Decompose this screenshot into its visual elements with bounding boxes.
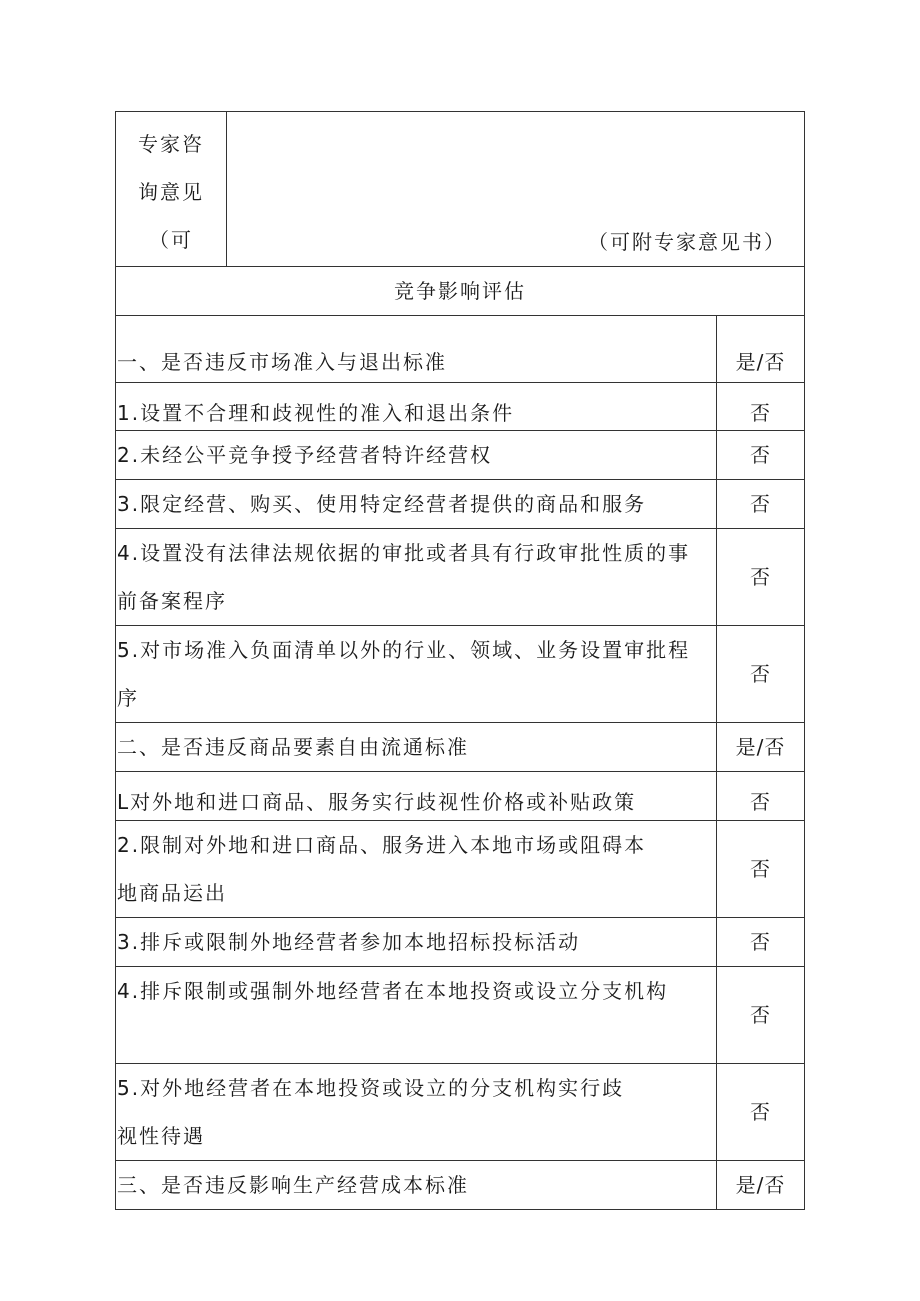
expert-opinion-cell [227,112,805,267]
table-row [116,918,805,967]
answer-header: 是/否 [717,316,805,383]
criterion-line: 视性待遇 [117,1124,205,1148]
criterion-text [116,821,717,918]
table-row [116,967,805,1064]
criterion-line: 5.对外地经营者在本地投资或设立的分支机构实行歧 [117,1076,625,1100]
criterion-answer: 否 [717,821,805,918]
expert-opinion-row [116,112,805,267]
criterion-answer: 否 [717,431,805,480]
criterion-text [116,967,717,1064]
answer-header: 是/否 [717,1161,805,1210]
criterion-text: 3.排斥或限制外地经营者参加本地招标投标活动 [116,918,717,967]
criterion-text [116,1064,717,1161]
expert-label-line: 专家咨 [138,132,204,156]
criterion-answer: 否 [717,918,805,967]
group-heading: 一、是否违反市场准入与退出标准 [116,316,717,383]
criterion-answer: 否 [717,772,805,821]
group-heading: 三、是否违反影响生产经营成本标准 [116,1161,717,1210]
answer-header: 是/否 [717,723,805,772]
criterion-answer: 否 [717,383,805,431]
expert-opinion-label [116,112,227,267]
expert-opinion-note: （可附专家意见书） [588,230,786,254]
table-row [116,772,805,821]
criterion-line: 2.限制对外地和进口商品、服务进入本地市场或阻碍本 [117,833,647,857]
assessment-table [115,111,805,1210]
table-row [116,821,805,918]
group-heading-row [116,316,805,383]
criterion-text: 2.未经公平竞争授予经营者特许经营权 [116,431,717,480]
criterion-text: 3.限定经营、购买、使用特定经营者提供的商品和服务 [116,480,717,529]
criterion-text: 1.设置不合理和歧视性的准入和退出条件 [116,383,717,431]
criterion-line: 前备案程序 [117,589,227,613]
criterion-line: 序 [117,686,139,710]
criterion-line: 4.排斥限制或强制外地经营者在本地投资或设立分支机构 [117,979,669,1003]
section-title: 竞争影响评估 [116,267,805,316]
expert-label-line: 询意见 [138,180,204,204]
table-row [116,626,805,723]
criterion-line: 地商品运出 [117,881,227,905]
assessment-form [115,111,804,1210]
table-row [116,431,805,480]
criterion-line: 4.设置没有法律法规依据的审批或者具有行政审批性质的事 [117,541,691,565]
criterion-answer: 否 [717,529,805,626]
group-heading: 二、是否违反商品要素自由流通标准 [116,723,717,772]
criterion-answer: 否 [717,480,805,529]
expert-label-line: （可 [149,228,193,252]
criterion-line: 5.对市场准入负面清单以外的行业、领域、业务设置审批程 [117,638,691,662]
criterion-answer: 否 [717,1064,805,1161]
criterion-answer: 否 [717,626,805,723]
table-row [116,383,805,431]
group-heading-row [116,723,805,772]
table-row [116,1064,805,1161]
criterion-text [116,529,717,626]
section-title-row [116,267,805,316]
table-row [116,480,805,529]
criterion-text: L对外地和进口商品、服务实行歧视性价格或补贴政策 [116,772,717,821]
criterion-answer: 否 [717,967,805,1064]
criterion-text [116,626,717,723]
group-heading-row [116,1161,805,1210]
table-row [116,529,805,626]
